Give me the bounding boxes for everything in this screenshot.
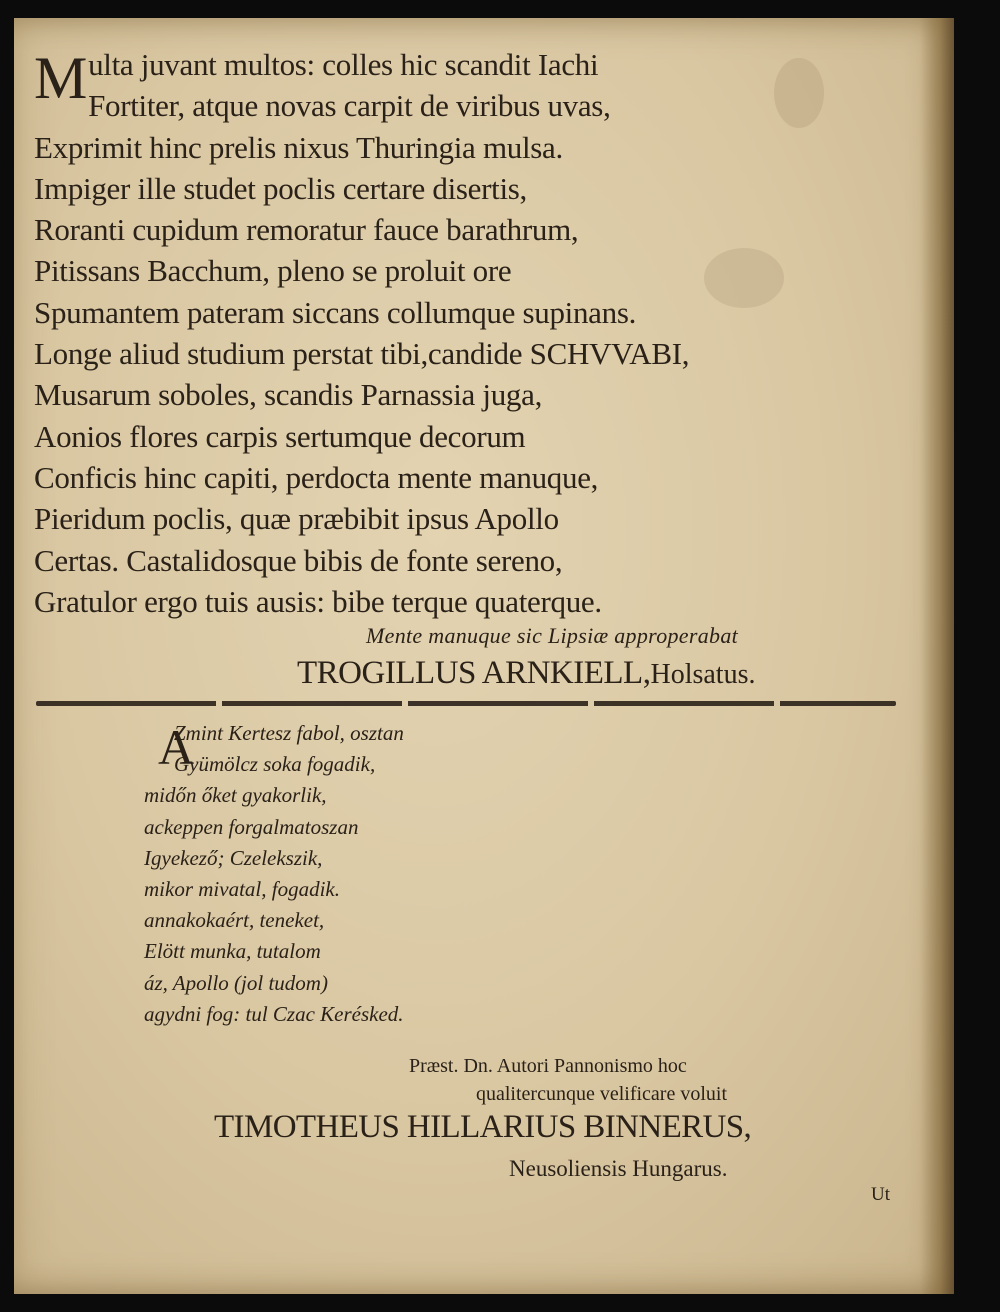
poem-line-1: Multa juvant multos: colles hic scandit Iachi (34, 45, 599, 111)
author-note: Mente manuque sic Lipsiæ approperabat (366, 623, 739, 648)
verse-line-2: Gyümölcz soka fogadik, (174, 752, 376, 777)
author-name: TROGILLUS ARNKIELL, (297, 655, 651, 691)
verse-line-6: mikor mivatal, fogadik. (144, 877, 340, 902)
verse-line-7: annakokaért, teneket, (144, 908, 325, 933)
poem-line-4: Impiger ille studet poclis certare disertis, (34, 170, 527, 206)
poem-line-3: Exprimit hinc prelis nixus Thuringia mulsa. (34, 129, 563, 165)
poem-line-13: Certas. Castalidosque bibis de fonte sereno, (34, 542, 563, 578)
verse-line-3: midőn őket gyakorlik, (144, 783, 327, 808)
poem-line-5: Roranti cupidum remoratur fauce barathrum, (34, 212, 579, 248)
verse-line-4: ackeppen forgalmatoszan (144, 814, 359, 839)
dedicator-signature: TIMOTHEUS HILLARIUS BINNERUS, (214, 1109, 752, 1145)
poem-line-8: Longe aliud studium perstat tibi,candide SCHVVABI, (34, 336, 690, 372)
catchword: Ut (871, 1184, 890, 1205)
poem-line-12: Pieridum poclis, quæ præbibit ipsus Apollo (34, 501, 559, 537)
dedicator-origin: Neusoliensis Hungarus. (509, 1156, 728, 1181)
author-signature (297, 655, 755, 692)
verse-line-8: Elött munka, tutalom (144, 939, 321, 964)
poem-line-14: Gratulor ergo tuis ausis: bibe terque quaterque. (34, 583, 602, 619)
dedication-line-1: Præst. Dn. Autori Pannonismo hoc (409, 1055, 687, 1077)
poem-line-9: Musarum soboles, scandis Parnassia juga, (34, 377, 543, 413)
book-page (14, 18, 954, 1294)
verse-line-9: áz, Apollo (jol tudom) (144, 970, 328, 995)
latin-poem (34, 44, 914, 622)
dedication-line-2: qualitercunque velificare voluit (476, 1083, 728, 1105)
verse-line-1: Zmint Kertesz fabol, osztan (174, 721, 404, 745)
drop-cap: M (34, 45, 88, 111)
hungarian-verse (144, 718, 404, 1030)
page-edge-shadow (920, 18, 954, 1294)
verse-line-10: agydni fog: tul Czac Kerésked. (144, 1001, 404, 1026)
drop-cap: A (158, 719, 195, 775)
poem-line-2: Fortiter, atque novas carpit de viribus uvas, (88, 88, 611, 124)
author-origin: Holsatus. (650, 659, 756, 690)
verse-line-5: Igyekező; Czelekszik, (144, 845, 323, 870)
section-divider (36, 701, 896, 706)
poem-line-7: Spumantem pateram siccans collumque supinans. (34, 294, 637, 330)
poem-line-10: Aonios flores carpis sertumque decorum (34, 418, 526, 454)
poem-line-11: Conficis hinc capiti, perdocta mente manuque, (34, 459, 599, 495)
poem-line-6: Pitissans Bacchum, pleno se proluit ore (34, 253, 512, 289)
